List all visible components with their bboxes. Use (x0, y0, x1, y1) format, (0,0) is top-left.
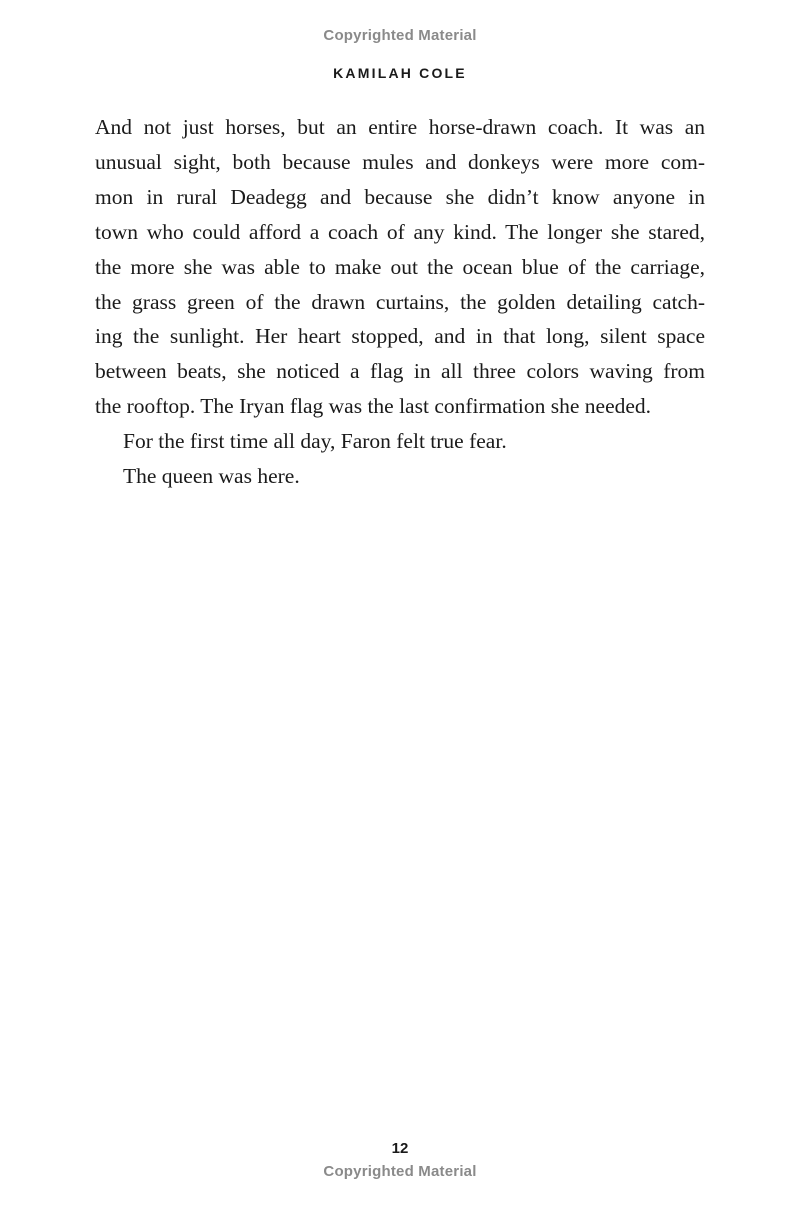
paragraph-3: The queen was here. (123, 464, 300, 489)
text-line: the grass green of the drawn curtains, the golden detailing catch- (95, 289, 705, 314)
body-text (95, 110, 705, 494)
text-line: the more she was able to make out the ocean blue of the carriage, (95, 254, 705, 279)
paragraph-1 (95, 110, 705, 424)
copyright-watermark-top: Copyrighted Material (323, 27, 477, 44)
text-line: the rooftop. The Iryan flag was the last confirmation she needed. (95, 394, 652, 419)
text-line: And not just horses, but an entire horse-drawn coach. It was an (95, 115, 705, 139)
text-line: mon in rural Deadegg and because she didn’t know anyone in (95, 184, 705, 209)
text-line: town who could afford a coach of any kind. The longer she stared, (95, 219, 705, 244)
running-head-author: KAMILAH COLE (333, 65, 467, 81)
text-line: unusual sight, both because mules and donkeys were more com- (95, 149, 705, 174)
text-line: ing the sunlight. Her heart stopped, and in that long, silent space (95, 324, 705, 349)
copyright-watermark-bottom: Copyrighted Material (323, 1163, 477, 1180)
text-line: between beats, she noticed a flag in all three colors waving from (95, 359, 705, 384)
paragraph-2: For the first time all day, Faron felt true fear. (123, 429, 507, 454)
page-number: 12 (391, 1140, 409, 1157)
